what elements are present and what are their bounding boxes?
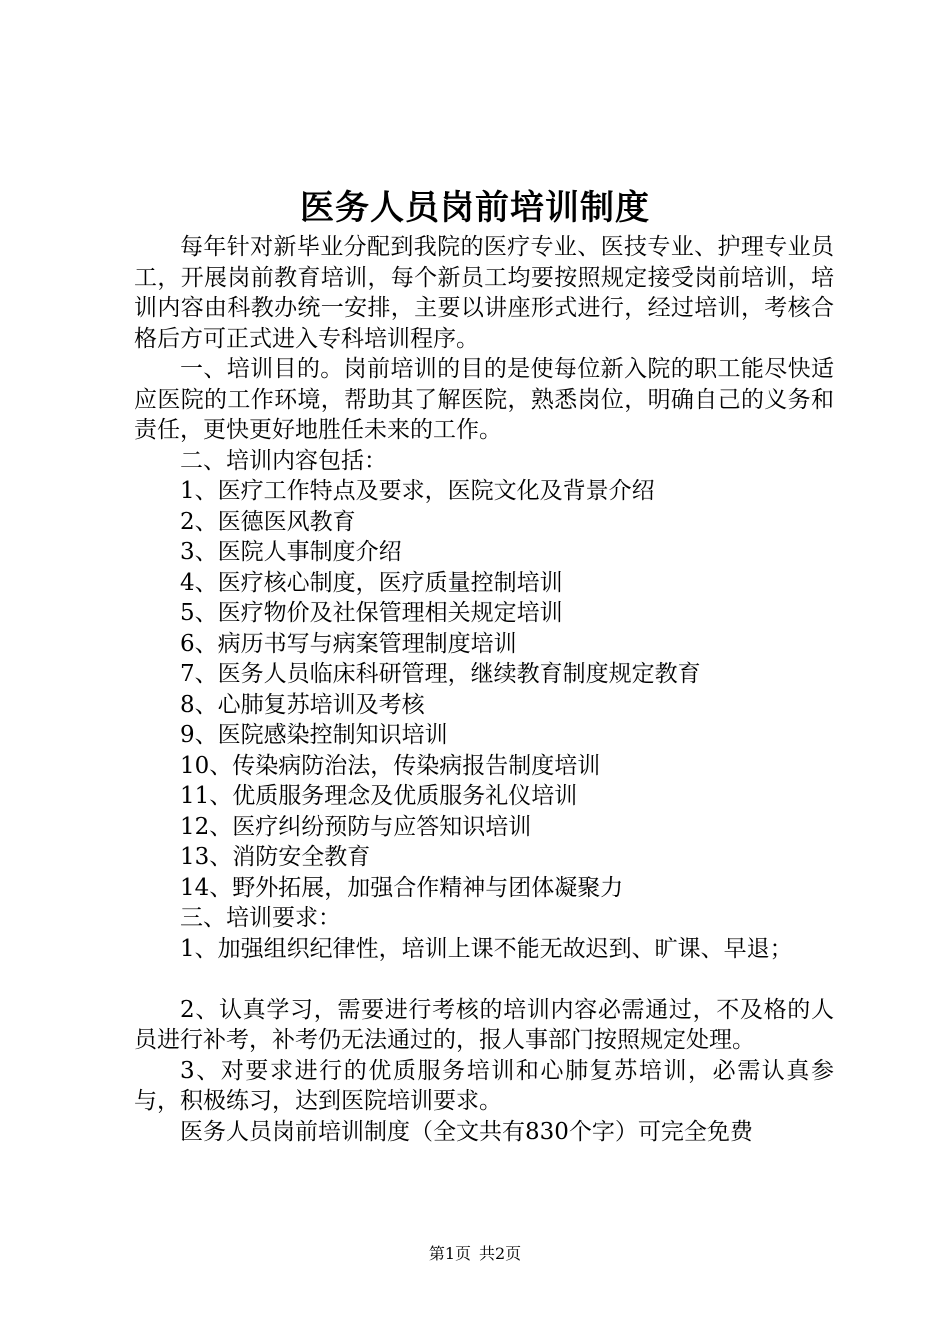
list-item: 10、传染病防治法，传染病报告制度培训	[180, 752, 601, 779]
page-footer	[0, 1244, 950, 1264]
section-requirements-heading: 三、培训要求：	[180, 905, 341, 931]
requirement-item-1: 1、加强组织纪律性，培训上课不能无故迟到、旷课、早退；	[180, 935, 793, 962]
section-purpose-paragraph: 一、培训目的。岗前培训的目的是使每位新入院的职工能尽快适应医院的工作环境，帮助其了解医院，熟悉岗位，明确自己的义务和责任，更快更好地胜任未来的工作。	[134, 356, 834, 443]
page-total: 共2页	[479, 1244, 522, 1263]
blank-line	[134, 964, 834, 995]
list-item: 1、医疗工作特点及要求，医院文化及背景介绍	[180, 478, 655, 504]
list-item: 3、医院人事制度介绍	[180, 539, 402, 565]
list-item: 4、医疗核心制度，医疗质量控制培训	[180, 569, 563, 596]
list-item: 7、医务人员临床科研管理，继续教育制度规定教育	[180, 661, 701, 687]
document-body	[134, 232, 834, 1147]
document-title: 医务人员岗前培训制度	[300, 188, 650, 228]
list-item: 12、医疗纠纷预防与应答知识培训	[180, 813, 532, 840]
requirement-item-2: 2、认真学习，需要进行考核的培训内容必需通过，不及格的人员进行补考，补考仍无法通过的，报人事部门按照规定处理。	[134, 996, 834, 1053]
list-item: 14、野外拓展，加强合作精神与团体凝聚力	[180, 874, 624, 901]
list-item: 9、医院感染控制知识培训	[180, 722, 448, 748]
list-item: 13、消防安全教育	[180, 844, 371, 870]
closing-line: 医务人员岗前培训制度（全文共有830个字）可完全免费	[180, 1118, 753, 1145]
training-content-list	[134, 476, 834, 903]
page-number: 第1页	[428, 1244, 471, 1263]
list-item: 8、心肺复苏培训及考核	[180, 691, 425, 718]
intro-paragraph: 每年针对新毕业分配到我院的医疗专业、医技专业、护理专业员工，开展岗前教育培训，每个新员工均要按照规定接受岗前培训，培训内容由科教办统一安排，主要以讲座形式进行，经过培训，考核合格后方可正式进入专科培训程序。	[134, 234, 834, 352]
list-item: 6、病历书写与病案管理制度培训	[180, 630, 517, 657]
list-item: 5、医疗物价及社保管理相关规定培训	[180, 600, 563, 626]
requirement-item-3: 3、对要求进行的优质服务培训和心肺复苏培训，必需认真参与，积极练习，达到医院培训要求。	[134, 1057, 834, 1114]
list-item: 11、优质服务理念及优质服务礼仪培训	[180, 783, 578, 809]
section-content-heading: 二、培训内容包括：	[180, 447, 387, 474]
list-item: 2、医德医风教育	[180, 508, 356, 535]
